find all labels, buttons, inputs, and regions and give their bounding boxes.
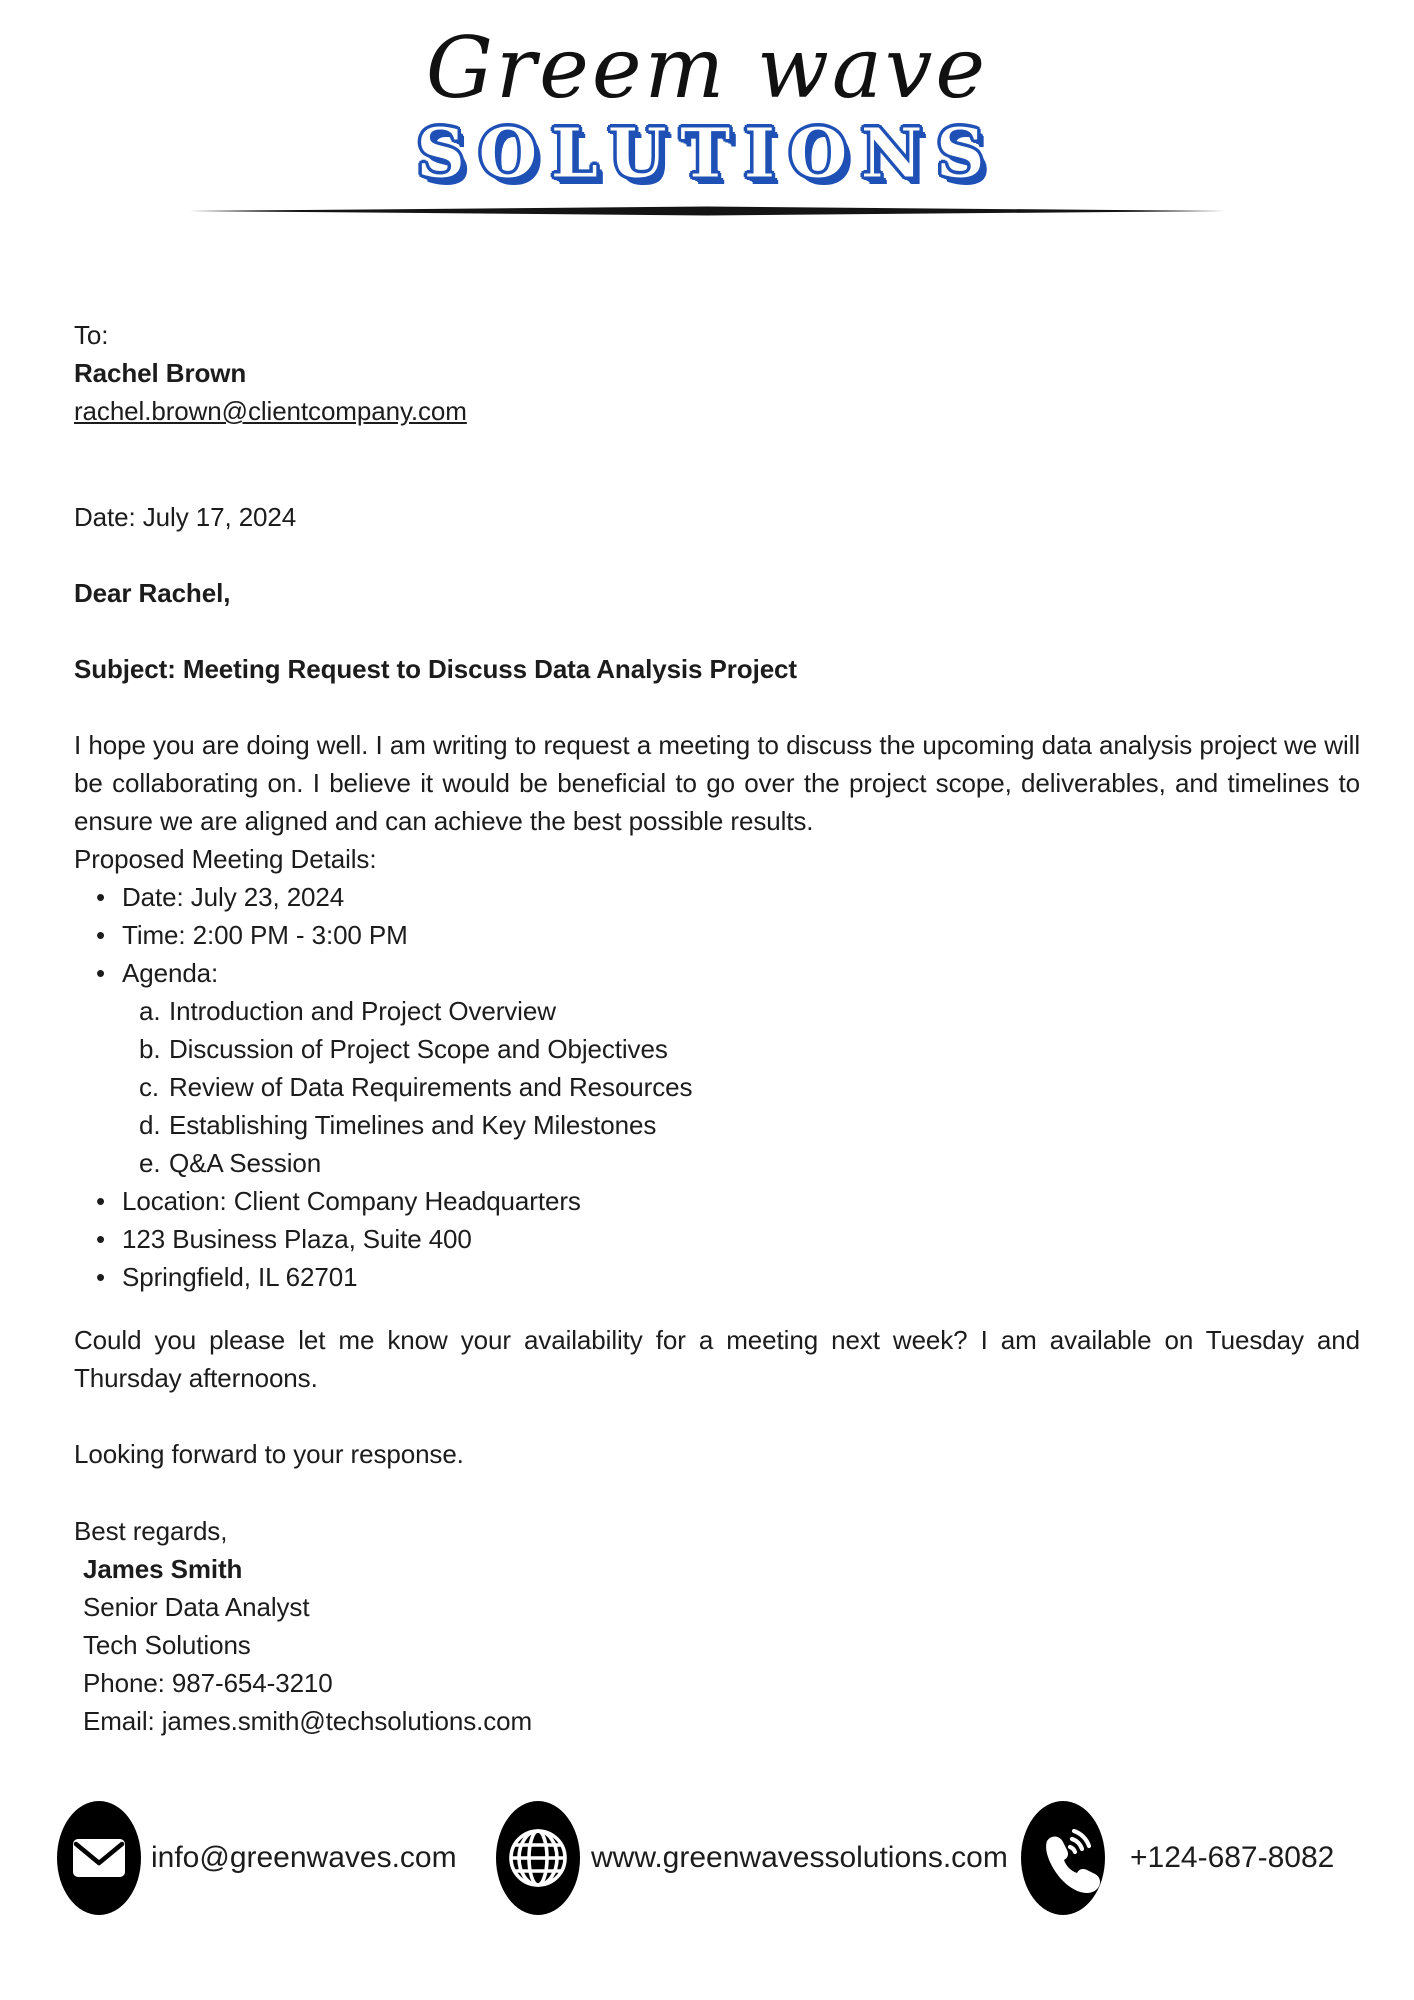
recipient-label: To: <box>74 320 109 350</box>
bullet-item: • Time: 2:00 PM - 3:00 PM <box>74 916 1360 954</box>
footer-website-text: www.greenwavessolutions.com <box>591 1841 1008 1874</box>
footer-website-group <box>496 1801 1008 1915</box>
agenda-item: Q&A Session <box>169 1148 322 1178</box>
subject-line: Subject: Meeting Request to Discuss Data Analysis Project <box>74 654 797 684</box>
footer-contact-bar <box>0 1801 1414 1921</box>
logo-script-text: Greem wave <box>425 19 989 117</box>
agenda-item: Discussion of Project Scope and Objectives <box>169 1034 668 1064</box>
bullet-item: • Location: Client Company Headquarters <box>74 1182 1360 1220</box>
valediction: Best regards, <box>74 1516 228 1546</box>
agenda-item: Establishing Timelines and Key Milestones <box>169 1110 657 1140</box>
bottom-bullet-list <box>74 1182 1360 1296</box>
intro-paragraph: I hope you are doing well. I am writing to request a meeting to discuss the upcoming data analysis project we will be collaborating on. I believe it would be beneficial to go over the project scope, deliverables, and timelines to ensure we are aligned and can achieve the best possible results. <box>74 730 1360 836</box>
footer-email-group <box>57 1801 457 1915</box>
date-line: Date: July 17, 2024 <box>74 502 297 532</box>
availability-paragraph: Could you please let me know your availability for a meeting next week? I am available on Tuesday and Thursday afternoons. <box>74 1325 1360 1393</box>
email-icon <box>57 1801 141 1915</box>
body-block <box>74 726 1360 1296</box>
top-bullet-list <box>74 878 1360 992</box>
logo <box>0 0 1414 216</box>
globe-icon <box>496 1801 580 1915</box>
signer-email: Email: james.smith@techsolutions.com <box>83 1706 533 1736</box>
bullet-item: • Springfield, IL 62701 <box>74 1258 1360 1296</box>
bullet-item: • Date: July 23, 2024 <box>74 878 1360 916</box>
details-heading: Proposed Meeting Details: <box>74 844 377 874</box>
phone-icon <box>1021 1801 1105 1915</box>
agenda-item: Introduction and Project Overview <box>169 996 556 1026</box>
signer-company: Tech Solutions <box>83 1630 251 1660</box>
header-divider <box>189 206 1225 216</box>
bullet-item: • 123 Business Plaza, Suite 400 <box>74 1220 1360 1258</box>
signer-phone: Phone: 987-654-3210 <box>83 1668 333 1698</box>
bullet-item: • Agenda: <box>74 954 1360 992</box>
logo-block-text: SOLUTIONS <box>416 114 998 194</box>
agenda-list <box>74 992 1360 1182</box>
footer-phone-text: +124-687-8082 <box>1130 1841 1335 1874</box>
footer-phone-group <box>1021 1801 1334 1915</box>
signature-block <box>74 1512 1360 1740</box>
recipient-email-link[interactable]: rachel.brown@clientcompany.com <box>74 396 467 426</box>
greeting: Dear Rachel, <box>74 578 231 608</box>
recipient-name: Rachel Brown <box>74 358 247 388</box>
footer-email-text: info@greenwaves.com <box>151 1841 457 1874</box>
closing-line: Looking forward to your response. <box>74 1439 464 1469</box>
signer-name: James Smith <box>83 1554 243 1584</box>
agenda-item: Review of Data Requirements and Resources <box>169 1072 693 1102</box>
signer-role: Senior Data Analyst <box>83 1592 310 1622</box>
recipient-block <box>74 316 1360 430</box>
